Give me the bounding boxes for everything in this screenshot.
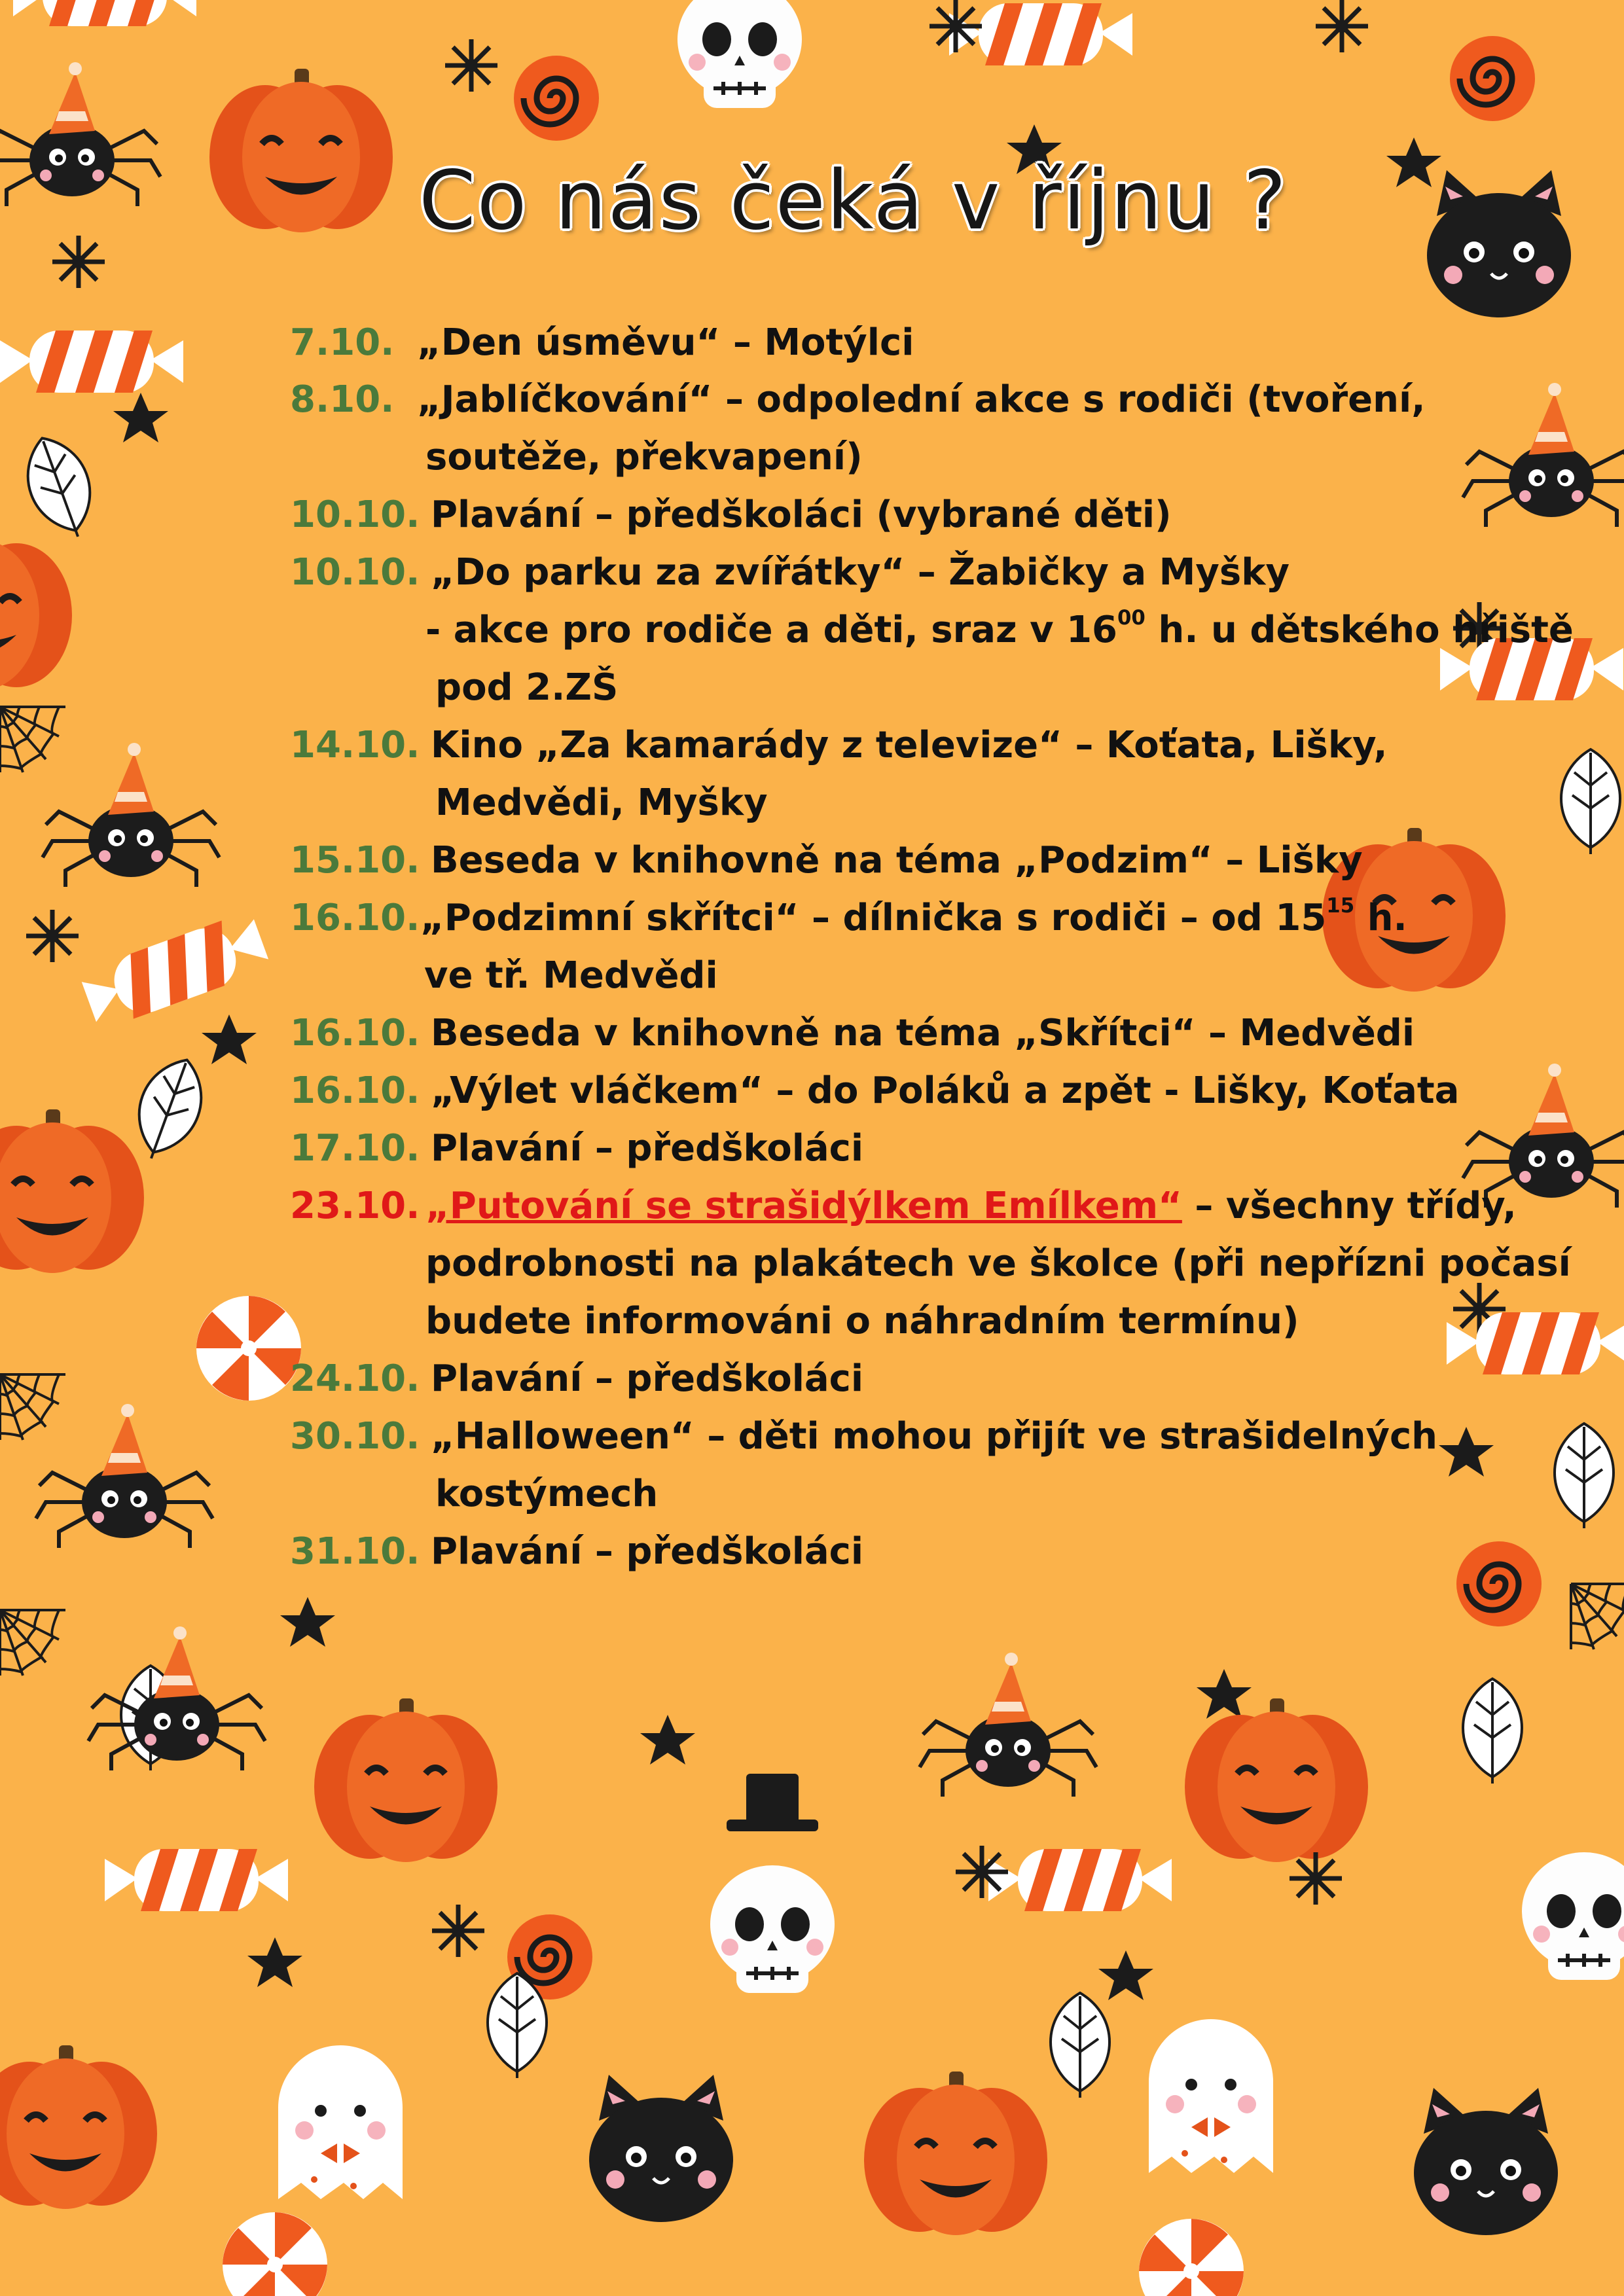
event-text: Plavání – předškoláci (vybrané děti) — [431, 493, 1172, 536]
event-text-part: - akce pro rodiče a děti, sraz v 16 — [425, 609, 1117, 651]
event-text: Medvědi, Myšky — [435, 781, 768, 824]
event-text: „Výlet vláčkem“ – do Poláků a zpět - Lišky, Koťata — [431, 1069, 1460, 1112]
event-date: 10.10. — [290, 493, 420, 536]
event-text: „Do parku za zvířátky“ – Žabičky a Myšky — [431, 551, 1290, 594]
highlight-event: „Putování se strašidýlkem Emílkem“ — [425, 1185, 1182, 1227]
event-text-part: h. — [1354, 897, 1407, 939]
event-date: 16.10. — [290, 897, 420, 939]
event-text: podrobnosti na plakátech ve školce (při nepřízni počasí — [425, 1242, 1571, 1285]
event-text-part: – všechny třídy, — [1182, 1185, 1517, 1227]
event-text: Plavání – předškoláci — [431, 1127, 864, 1170]
event-date: 16.10. — [290, 1012, 420, 1054]
page-title: Co nás čeká v říjnu ? — [419, 154, 1288, 248]
event-date: 30.10. — [290, 1415, 420, 1458]
time-superscript: 00 — [1117, 605, 1146, 630]
event-date: 8.10. — [290, 378, 395, 421]
event-text: kostýmech — [435, 1473, 659, 1515]
event-text: „Den úsměvu“ – Motýlci — [417, 321, 914, 364]
event-text — [425, 601, 1574, 659]
event-text: soutěže, překvapení) — [425, 436, 863, 478]
event-text — [420, 889, 1407, 947]
event-date: 7.10. — [290, 321, 395, 364]
event-date: 24.10. — [290, 1357, 420, 1400]
event-text-part: „Podzimní skřítci“ – dílnička s rodiči – od 15 — [420, 897, 1327, 939]
event-text: „Jablíčkování“ – odpolední akce s rodiči (tvoření, — [417, 378, 1426, 421]
event-text: „Halloween“ – děti mohou přijít ve strašidelných — [431, 1415, 1438, 1458]
event-text — [425, 1177, 1517, 1235]
event-date: 10.10. — [290, 551, 420, 594]
event-text: Beseda v knihovně na téma „Podzim“ – Lišky — [431, 839, 1363, 882]
event-date: 14.10. — [290, 724, 420, 766]
time-superscript: 15 — [1326, 893, 1355, 918]
event-text: ve tř. Medvědi — [424, 954, 718, 997]
event-date: 15.10. — [290, 839, 420, 882]
event-date: 23.10. — [290, 1185, 420, 1227]
event-text: Plavání – předškoláci — [431, 1357, 864, 1400]
event-text: Beseda v knihovně na téma „Skřítci“ – Medvědi — [431, 1012, 1415, 1054]
event-date: 31.10. — [290, 1530, 420, 1573]
event-text: budete informováni o náhradním termínu) — [425, 1300, 1299, 1342]
event-date: 16.10. — [290, 1069, 420, 1112]
event-text: Plavání – předškoláci — [431, 1530, 864, 1573]
event-text: pod 2.ZŠ — [435, 666, 619, 709]
event-text-part: h. u dětského hřiště — [1145, 609, 1574, 651]
event-date: 17.10. — [290, 1127, 420, 1170]
event-text: Kino „Za kamarády z televize“ – Koťata, Lišky, — [431, 724, 1388, 766]
